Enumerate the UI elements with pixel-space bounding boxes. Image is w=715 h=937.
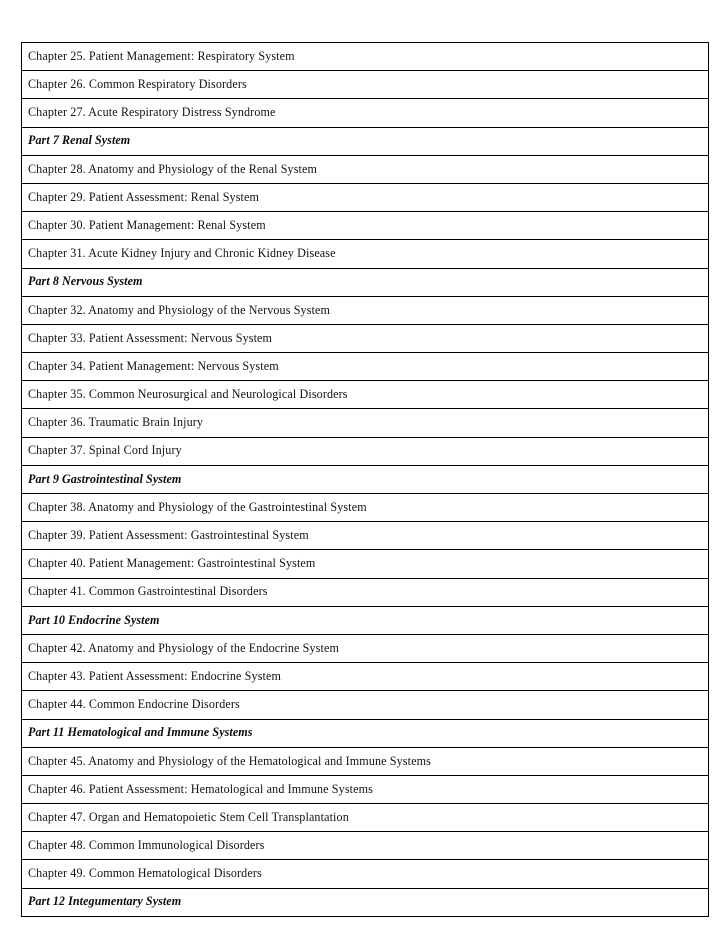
toc-chapter-row[interactable] <box>22 747 709 775</box>
toc-chapter-cell[interactable] <box>22 99 709 127</box>
toc-chapter-cell[interactable] <box>22 43 709 71</box>
toc-chapter-row[interactable] <box>22 183 709 211</box>
toc-chapter-cell[interactable] <box>22 437 709 465</box>
toc-chapter-row[interactable] <box>22 804 709 832</box>
toc-chapter-label: Chapter 45. Anatomy and Physiology of the Hematological and Immune Systems <box>28 753 431 768</box>
toc-chapter-label: Chapter 49. Common Hematological Disorders <box>28 866 262 881</box>
toc-chapter-cell[interactable] <box>22 296 709 324</box>
toc-chapter-row[interactable] <box>22 832 709 860</box>
toc-part-row[interactable] <box>22 606 709 634</box>
toc-chapter-cell[interactable] <box>22 381 709 409</box>
toc-chapter-label: Chapter 32. Anatomy and Physiology of the Nervous System <box>28 302 331 317</box>
toc-chapter-cell[interactable] <box>22 663 709 691</box>
toc-chapter-label: Chapter 42. Anatomy and Physiology of the Endocrine System <box>28 640 340 655</box>
toc-chapter-cell[interactable] <box>22 353 709 381</box>
toc-chapter-cell[interactable] <box>22 240 709 268</box>
toc-part-label: Part 8 Nervous System <box>28 274 143 289</box>
toc-part-cell[interactable] <box>22 888 709 916</box>
toc-chapter-cell[interactable] <box>22 634 709 662</box>
toc-chapter-row[interactable] <box>22 324 709 352</box>
toc-chapter-row[interactable] <box>22 296 709 324</box>
toc-part-cell[interactable] <box>22 719 709 747</box>
toc-part-row[interactable] <box>22 888 709 916</box>
toc-part-row[interactable] <box>22 465 709 493</box>
toc-part-label: Part 11 Hematological and Immune Systems <box>28 725 253 740</box>
toc-chapter-cell[interactable] <box>22 409 709 437</box>
toc-chapter-row[interactable] <box>22 212 709 240</box>
toc-chapter-row[interactable] <box>22 691 709 719</box>
toc-chapter-label: Chapter 39. Patient Assessment: Gastrointestinal System <box>28 528 309 543</box>
toc-chapter-label: Chapter 47. Organ and Hematopoietic Stem Cell Transplantation <box>28 809 349 824</box>
toc-chapter-cell[interactable] <box>22 691 709 719</box>
toc-chapter-row[interactable] <box>22 634 709 662</box>
toc-chapter-row[interactable] <box>22 522 709 550</box>
toc-chapter-row[interactable] <box>22 409 709 437</box>
toc-part-cell[interactable] <box>22 268 709 296</box>
toc-chapter-label: Chapter 27. Acute Respiratory Distress Syndrome <box>28 105 276 120</box>
toc-chapter-label: Chapter 25. Patient Management: Respiratory System <box>28 48 295 63</box>
toc-chapter-cell[interactable] <box>22 71 709 99</box>
toc-part-cell[interactable] <box>22 465 709 493</box>
toc-chapter-label: Chapter 29. Patient Assessment: Renal System <box>28 189 260 204</box>
toc-chapter-label: Chapter 26. Common Respiratory Disorders <box>28 77 247 92</box>
toc-chapter-label: Chapter 35. Common Neurosurgical and Neurological Disorders <box>28 387 348 402</box>
toc-chapter-row[interactable] <box>22 663 709 691</box>
toc-chapter-cell[interactable] <box>22 183 709 211</box>
toc-chapter-row[interactable] <box>22 437 709 465</box>
toc-chapter-label: Chapter 30. Patient Management: Renal System <box>28 217 266 232</box>
toc-part-cell[interactable] <box>22 606 709 634</box>
toc-part-row[interactable] <box>22 268 709 296</box>
table-of-contents-table <box>21 42 709 917</box>
toc-chapter-label: Chapter 43. Patient Assessment: Endocrine System <box>28 668 282 683</box>
toc-chapter-cell[interactable] <box>22 155 709 183</box>
toc-chapter-label: Chapter 28. Anatomy and Physiology of the Renal System <box>28 161 318 176</box>
toc-chapter-row[interactable] <box>22 155 709 183</box>
toc-chapter-row[interactable] <box>22 381 709 409</box>
toc-chapter-cell[interactable] <box>22 212 709 240</box>
toc-chapter-row[interactable] <box>22 494 709 522</box>
toc-chapter-cell[interactable] <box>22 494 709 522</box>
toc-chapter-row[interactable] <box>22 775 709 803</box>
toc-chapter-label: Chapter 36. Traumatic Brain Injury <box>28 415 204 430</box>
toc-chapter-row[interactable] <box>22 240 709 268</box>
toc-chapter-label: Chapter 34. Patient Management: Nervous System <box>28 358 279 373</box>
toc-chapter-row[interactable] <box>22 578 709 606</box>
toc-part-label: Part 7 Renal System <box>28 133 131 148</box>
toc-chapter-label: Chapter 33. Patient Assessment: Nervous System <box>28 330 273 345</box>
toc-chapter-cell[interactable] <box>22 832 709 860</box>
toc-part-label: Part 10 Endocrine System <box>28 612 160 627</box>
toc-chapter-cell[interactable] <box>22 804 709 832</box>
toc-chapter-cell[interactable] <box>22 324 709 352</box>
toc-chapter-cell[interactable] <box>22 522 709 550</box>
toc-part-label: Part 9 Gastrointestinal System <box>28 471 182 486</box>
table-of-contents-body <box>22 43 709 917</box>
toc-chapter-cell[interactable] <box>22 860 709 888</box>
toc-chapter-label: Chapter 40. Patient Management: Gastrointestinal System <box>28 556 316 571</box>
toc-chapter-label: Chapter 38. Anatomy and Physiology of the Gastrointestinal System <box>28 499 367 514</box>
toc-part-row[interactable] <box>22 127 709 155</box>
toc-chapter-label: Chapter 37. Spinal Cord Injury <box>28 443 182 458</box>
toc-part-row[interactable] <box>22 719 709 747</box>
toc-chapter-cell[interactable] <box>22 775 709 803</box>
toc-part-label: Part 12 Integumentary System <box>28 894 182 909</box>
toc-chapter-row[interactable] <box>22 550 709 578</box>
toc-chapter-label: Chapter 31. Acute Kidney Injury and Chronic Kidney Disease <box>28 246 336 261</box>
toc-chapter-row[interactable] <box>22 43 709 71</box>
toc-chapter-row[interactable] <box>22 99 709 127</box>
toc-chapter-row[interactable] <box>22 71 709 99</box>
toc-chapter-row[interactable] <box>22 353 709 381</box>
toc-chapter-label: Chapter 48. Common Immunological Disorders <box>28 838 265 853</box>
toc-part-cell[interactable] <box>22 127 709 155</box>
toc-chapter-cell[interactable] <box>22 578 709 606</box>
toc-chapter-label: Chapter 46. Patient Assessment: Hematological and Immune Systems <box>28 781 373 796</box>
toc-chapter-label: Chapter 41. Common Gastrointestinal Disorders <box>28 584 268 599</box>
toc-chapter-cell[interactable] <box>22 550 709 578</box>
toc-chapter-row[interactable] <box>22 860 709 888</box>
toc-chapter-label: Chapter 44. Common Endocrine Disorders <box>28 697 240 712</box>
toc-chapter-cell[interactable] <box>22 747 709 775</box>
